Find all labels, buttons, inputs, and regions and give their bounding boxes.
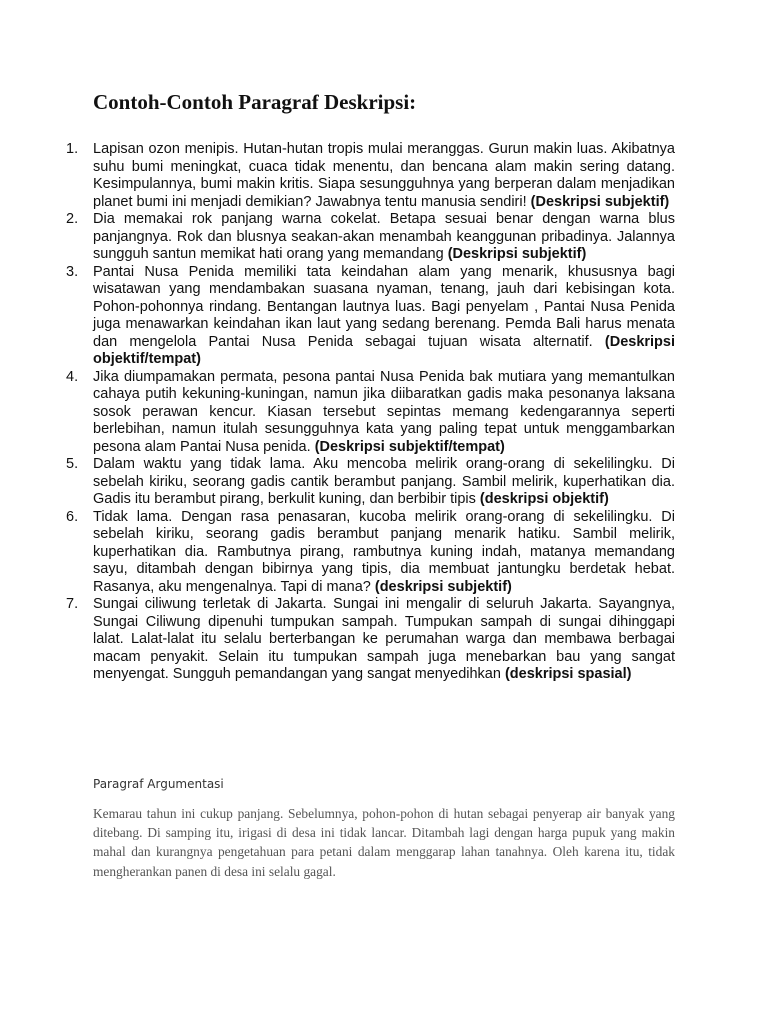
list-item-7 [64, 596, 675, 684]
item-category-tag: (deskripsi spasial) [504, 666, 632, 682]
item-number: 4. [66, 368, 79, 385]
list-item-3 [64, 264, 675, 369]
item-number: 7. [66, 596, 79, 612]
item-text: Dia memakai rok panjang warna cokelat. Betapa sesuai benar dengan warna blus panjangnya. Rok dan blusnya seakan-akan menambah keanggunan pribadinya. Jalannya sungguh santun memikat hati orang yang memandang [93, 211, 675, 262]
item-category-tag: (Deskripsi subjektif) [447, 246, 587, 262]
item-category-tag: (deskripsi subjektif) [374, 578, 512, 595]
list-item-5 [64, 456, 675, 509]
description-example-list [64, 141, 675, 684]
item-body [93, 264, 675, 369]
item-number: 5. [66, 456, 79, 472]
list-item-4 [64, 369, 675, 457]
argument-section-heading: Paragraf Argumentasi [93, 777, 224, 791]
item-text: Tidak lama. Dengan rasa penasaran, kucoba melirik orang-orang di sekelilingku. Di sebelah kiriku, seorang gadis berambut panjang menarik hatiku. Sambil melirik, kuperhatikan dia. Rambutnya pirang, rambutnya kuning indah, matanya memandang sayu, ditambah dengan bibirnya yang tipis, dia membuat jantungku berdetak hebat. Rasanya, aku mengenalnya. Tapi di mana? [93, 508, 675, 595]
item-text: Dalam waktu yang tidak lama. Aku mencoba melirik orang-orang di sekelilingku. Di sebelah kiriku, seorang gadis cantik berambut panjang. Sambil melirik, kuperhatikan dia. Gadis itu berambut pirang, berkulit kuning, dan berbibir tipis [93, 456, 675, 507]
argument-paragraph: Kemarau tahun ini cukup panjang. Sebelumnya, pohon-pohon di hutan sebagai penyerap air banyak yang ditebang. Di samping itu, irigasi di desa ini tidak lancar. Ditambah lagi dengan harga pupuk yang makin mahal dan kurangnya pengetahuan para petani dalam menggarap lahan tanahnya. Oleh karena itu, tidak mengherankan panen di desa ini selalu gagal. [93, 806, 675, 879]
item-body [93, 456, 675, 509]
list-item-1 [64, 141, 675, 211]
item-category-tag: (Deskripsi subjektif/tempat) [314, 438, 505, 455]
item-text: Lapisan ozon menipis. Hutan-hutan tropis mulai meranggas. Gurun makin luas. Akibatnya suhu bumi meningkat, cuaca tidak menentu, dan bencana alam makin sering datang. Kesimpulannya, bumi makin kritis. Siapa sesungguhnya yang berperan dalam menjadikan planet bumi ini menjadi demikian? Jawabnya tentu manusia sendiri! [93, 141, 675, 210]
item-number: 6. [66, 508, 79, 525]
item-body [93, 141, 675, 211]
item-number: 2. [66, 211, 79, 227]
item-text: Sungai ciliwung terletak di Jakarta. Sungai ini mengalir di seluruh Jakarta. Sayangnya, Sungai Ciliwung dipenuhi tumpukan sampah. Tumpukan sampah di sungai dihinggapi lalat. Lalat-lalat itu selalu berterbangan ke perumahan warga dan membawa berbagai macam penyakit. Selain itu tumpukan sampah juga menebarkan bau yang sangat menyengat. Sungguh pemandangan yang sangat menyedihkan [93, 596, 675, 682]
item-category-tag: (Deskripsi subjektif) [530, 193, 670, 210]
item-category-tag: (deskripsi objektif) [479, 491, 609, 507]
item-body [93, 509, 675, 597]
item-body [93, 211, 675, 264]
item-text: Pantai Nusa Penida memiliki tata keindahan alam yang menarik, khususnya bagi wisatawan yang mendambakan suasana nyaman, tenang, jauh dari kebisingan kota. Pohon-pohonnya rindang. Bentangan lautnya luas. Bagi penyelam , Pantai Nusa Penida juga menawarkan keindahan ikan laut yang sedang berenang. Pemda Bali harus menata dan mengelola Pantai Nusa Penida sebagai tujuan wisata alternatif. [93, 263, 675, 350]
item-number: 3. [66, 263, 79, 280]
item-text: Jika diumpamakan permata, pesona pantai Nusa Penida bak mutiara yang memantulkan cahaya putih kekuning-kuningan, namun jika diibaratkan gadis maka pesonanya laksana sosok perawan kencur. Kiasan tersebut sepintas memang kedengarannya seperti berlebihan, namun itulah sesungguhnya kata yang paling tepat untuk menggambarkan pesona alam Pantai Nusa penida. [93, 368, 675, 455]
list-item-6 [64, 509, 675, 597]
item-category-tag: (Deskripsi objektif/tempat) [93, 333, 676, 367]
document-title: Contoh-Contoh Paragraf Deskripsi: [93, 90, 417, 114]
item-body [93, 369, 675, 457]
list-item-2 [64, 211, 675, 264]
item-body [93, 596, 675, 684]
item-number: 1. [66, 141, 79, 157]
